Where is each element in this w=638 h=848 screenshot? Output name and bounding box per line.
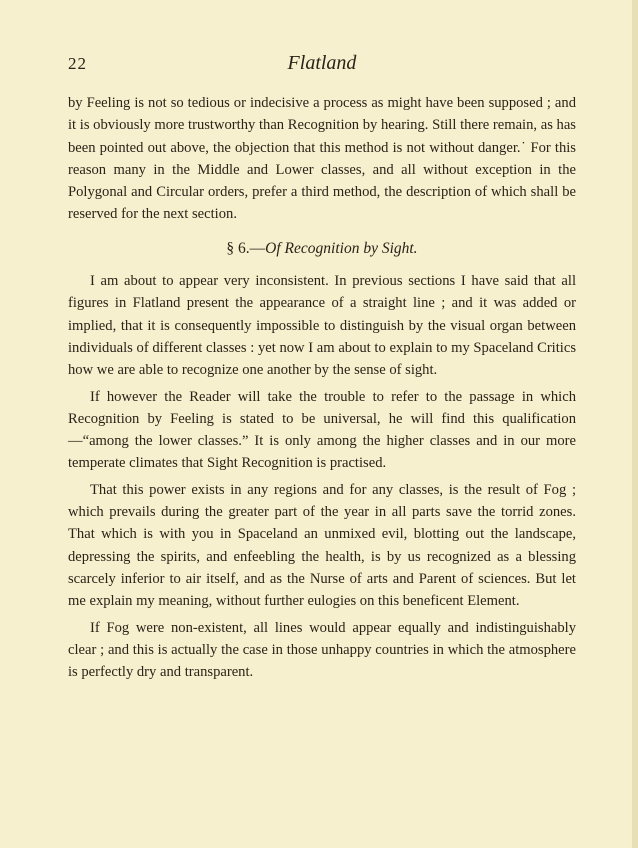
running-title: Flatland bbox=[287, 52, 357, 74]
paragraph: If however the Reader will take the trouble to refer to the passage in which Recognition by Feeling is stated to be universal, he will find this qualification—“among the lower classes.” It is only among the higher classes and in our more temperate climates that Sight Recognition is practised. bbox=[68, 388, 576, 472]
section-number: § 6.— bbox=[226, 239, 266, 257]
body-text bbox=[68, 92, 576, 683]
page-edge bbox=[632, 0, 638, 848]
section-title: Of Recognition by Sight. bbox=[265, 239, 418, 257]
page-header bbox=[68, 52, 576, 78]
page-number: 22 bbox=[68, 54, 87, 73]
paragraph: I am about to appear very inconsistent. In previous sections I have said that all figures in Flatland present the appearance of a straight line ; and it was added or implied, that it is consequently impossible to distinguish by the visual organ between individuals of different classes : yet now I am about to explain to my Spaceland Critics how we are able to recognize one another by the sense of sight. bbox=[68, 273, 576, 379]
paragraph-continued: by Feeling is not so tedious or indecisive a process as might have been supposed ; and it is obviously more trustworthy than Recognition by hearing. Still there remain, as has been pointed out above, the objection that this method is not without danger.˙ For this reason many in the Middle and Lower classes, and all without exception in the Polygonal and Circular orders, prefer a third method, the description of which shall be reserved for the next section. bbox=[68, 95, 576, 223]
paragraph: If Fog were non-existent, all lines would appear equally and indistinguishably clear ; and this is actually the case in those unhappy countries in which the atmosphere is perfectly dry and transparent. bbox=[68, 619, 576, 681]
paragraph: That this power exists in any regions and for any classes, is the result of Fog ; which prevails during the greater part of the year in all parts save the torrid zones. That which is with you in Spaceland an unmixed evil, blotting out the landscape, depressing the spirits, and enfeebling the health, is by us recognized as a blessing scarcely inferior to air itself, and as the Nurse of arts and Parent of sciences. But let me explain my meaning, without further eulogies on this beneficent Element. bbox=[68, 481, 576, 610]
section-heading bbox=[68, 238, 576, 260]
